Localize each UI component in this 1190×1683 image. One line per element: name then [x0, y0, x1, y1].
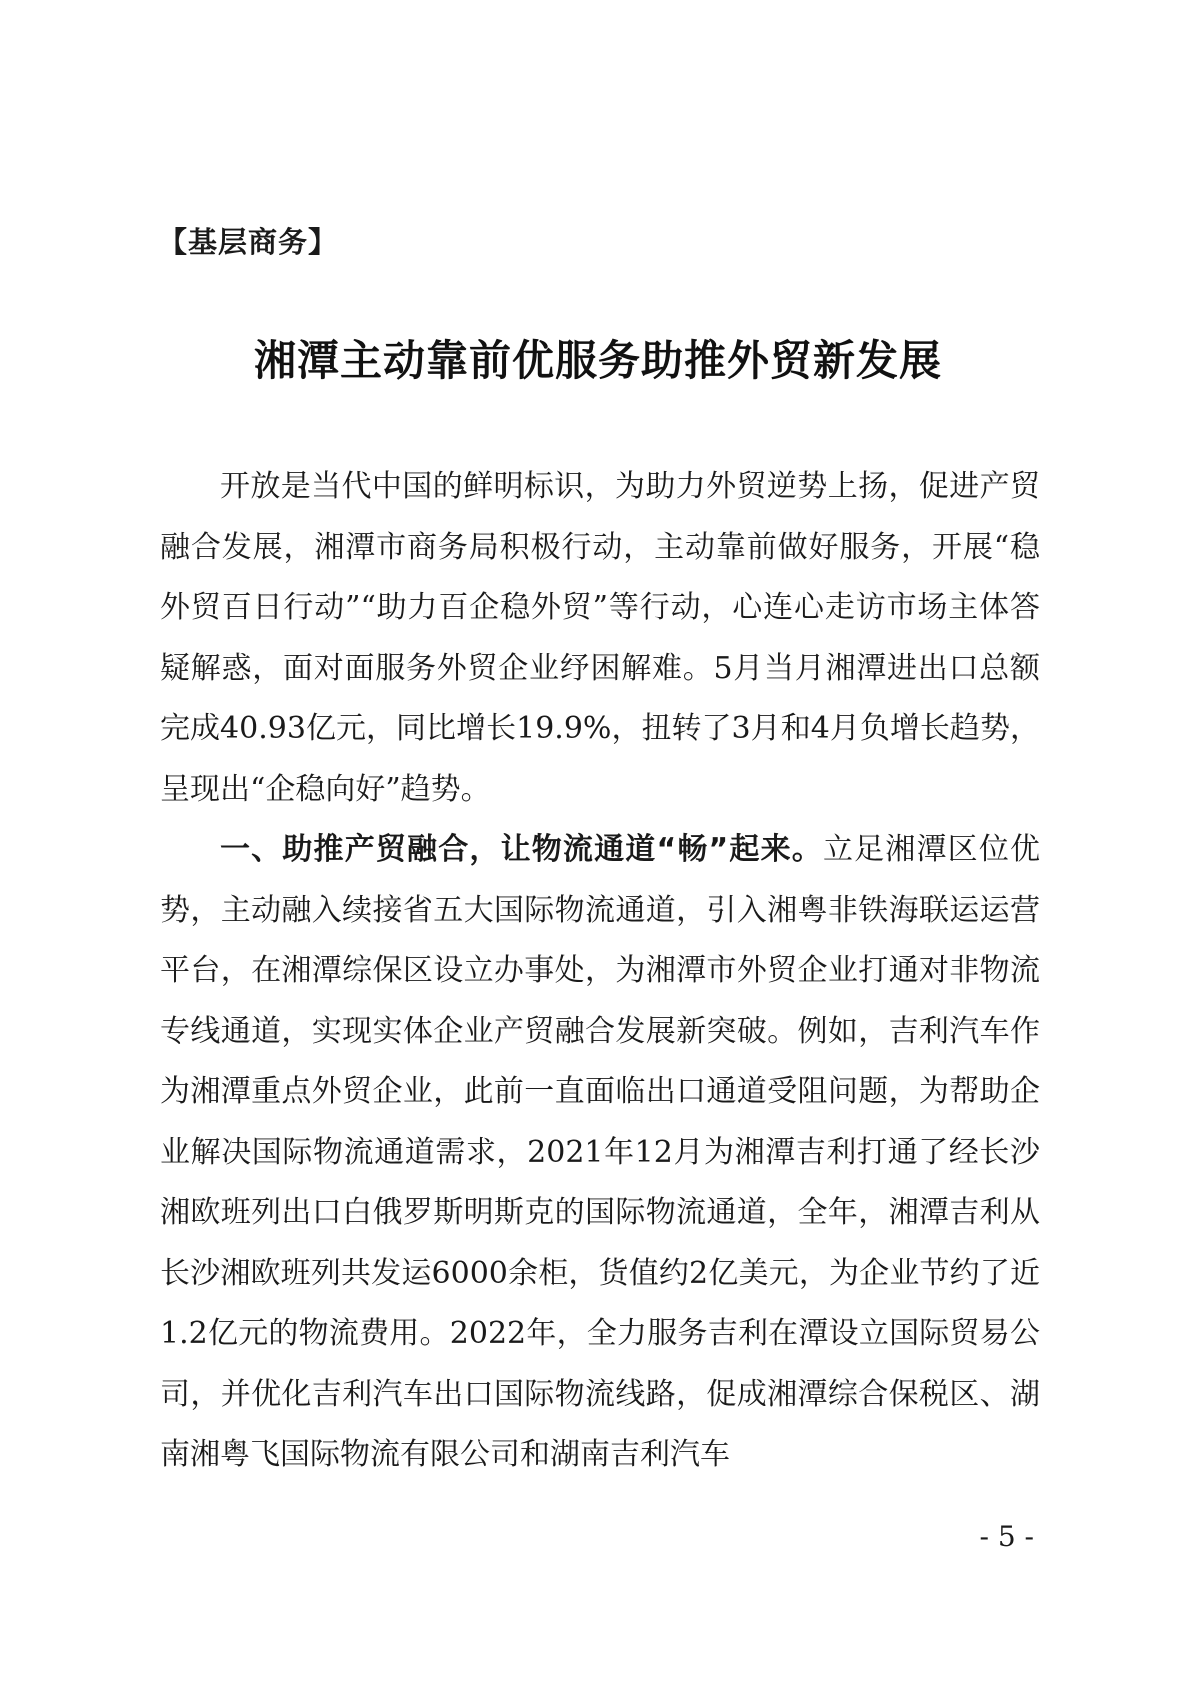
page-number: - 5 -	[979, 1520, 1034, 1553]
article-body	[160, 457, 1040, 1486]
article-title: 湘潭主动靠前优服务助推外贸新发展	[253, 336, 942, 385]
section-1-text: 立足湘潭区位优势，主动融入续接省五大国际物流通道，引入湘粤非铁海联运运营平台，在湘潭综保区设立办事处，为湘潭市外贸企业打通对非物流专线通道，实现实体企业产贸融合发展新突破。例如，吉利汽车作为湘潭重点外贸企业，此前一直面临出口通道受阻问题，为帮助企业解决国际物流通道需求，2021年12月为湘潭吉利打通了经长沙湘欧班列出口白俄罗斯明斯克的国际物流通道，全年，湘潭吉利从长沙湘欧班列共发运6000余柜，货值约2亿美元，为企业节约了近1.2亿元的物流费用。2022年，全力服务吉利在潭设立国际贸易公司，并优化吉利汽车出口国际物流线路，促成湘潭综合保税区、湖南湘粤飞国际物流有限公司和湖南吉利汽车	[160, 832, 1041, 1472]
column-tag: 【基层商务】	[158, 225, 339, 259]
intro-paragraph: 开放是当代中国的鲜明标识，为助力外贸逆势上扬，促进产贸融合发展，湘潭市商务局积极行动，主动靠前做好服务，开展“稳外贸百日行动”“助力百企稳外贸”等行动，心连心走访市场主体答疑解惑，面对面服务外贸企业纾困解难。5月当月湘潭进出口总额完成40.93亿元，同比增长19.9%，扭转了3月和4月负增长趋势，呈现出“企稳向好”趋势。	[160, 469, 1040, 807]
section-1-heading: 一、助推产贸融合，让物流通道“畅”起来。	[220, 832, 823, 867]
section-1-paragraph	[160, 820, 1040, 1486]
